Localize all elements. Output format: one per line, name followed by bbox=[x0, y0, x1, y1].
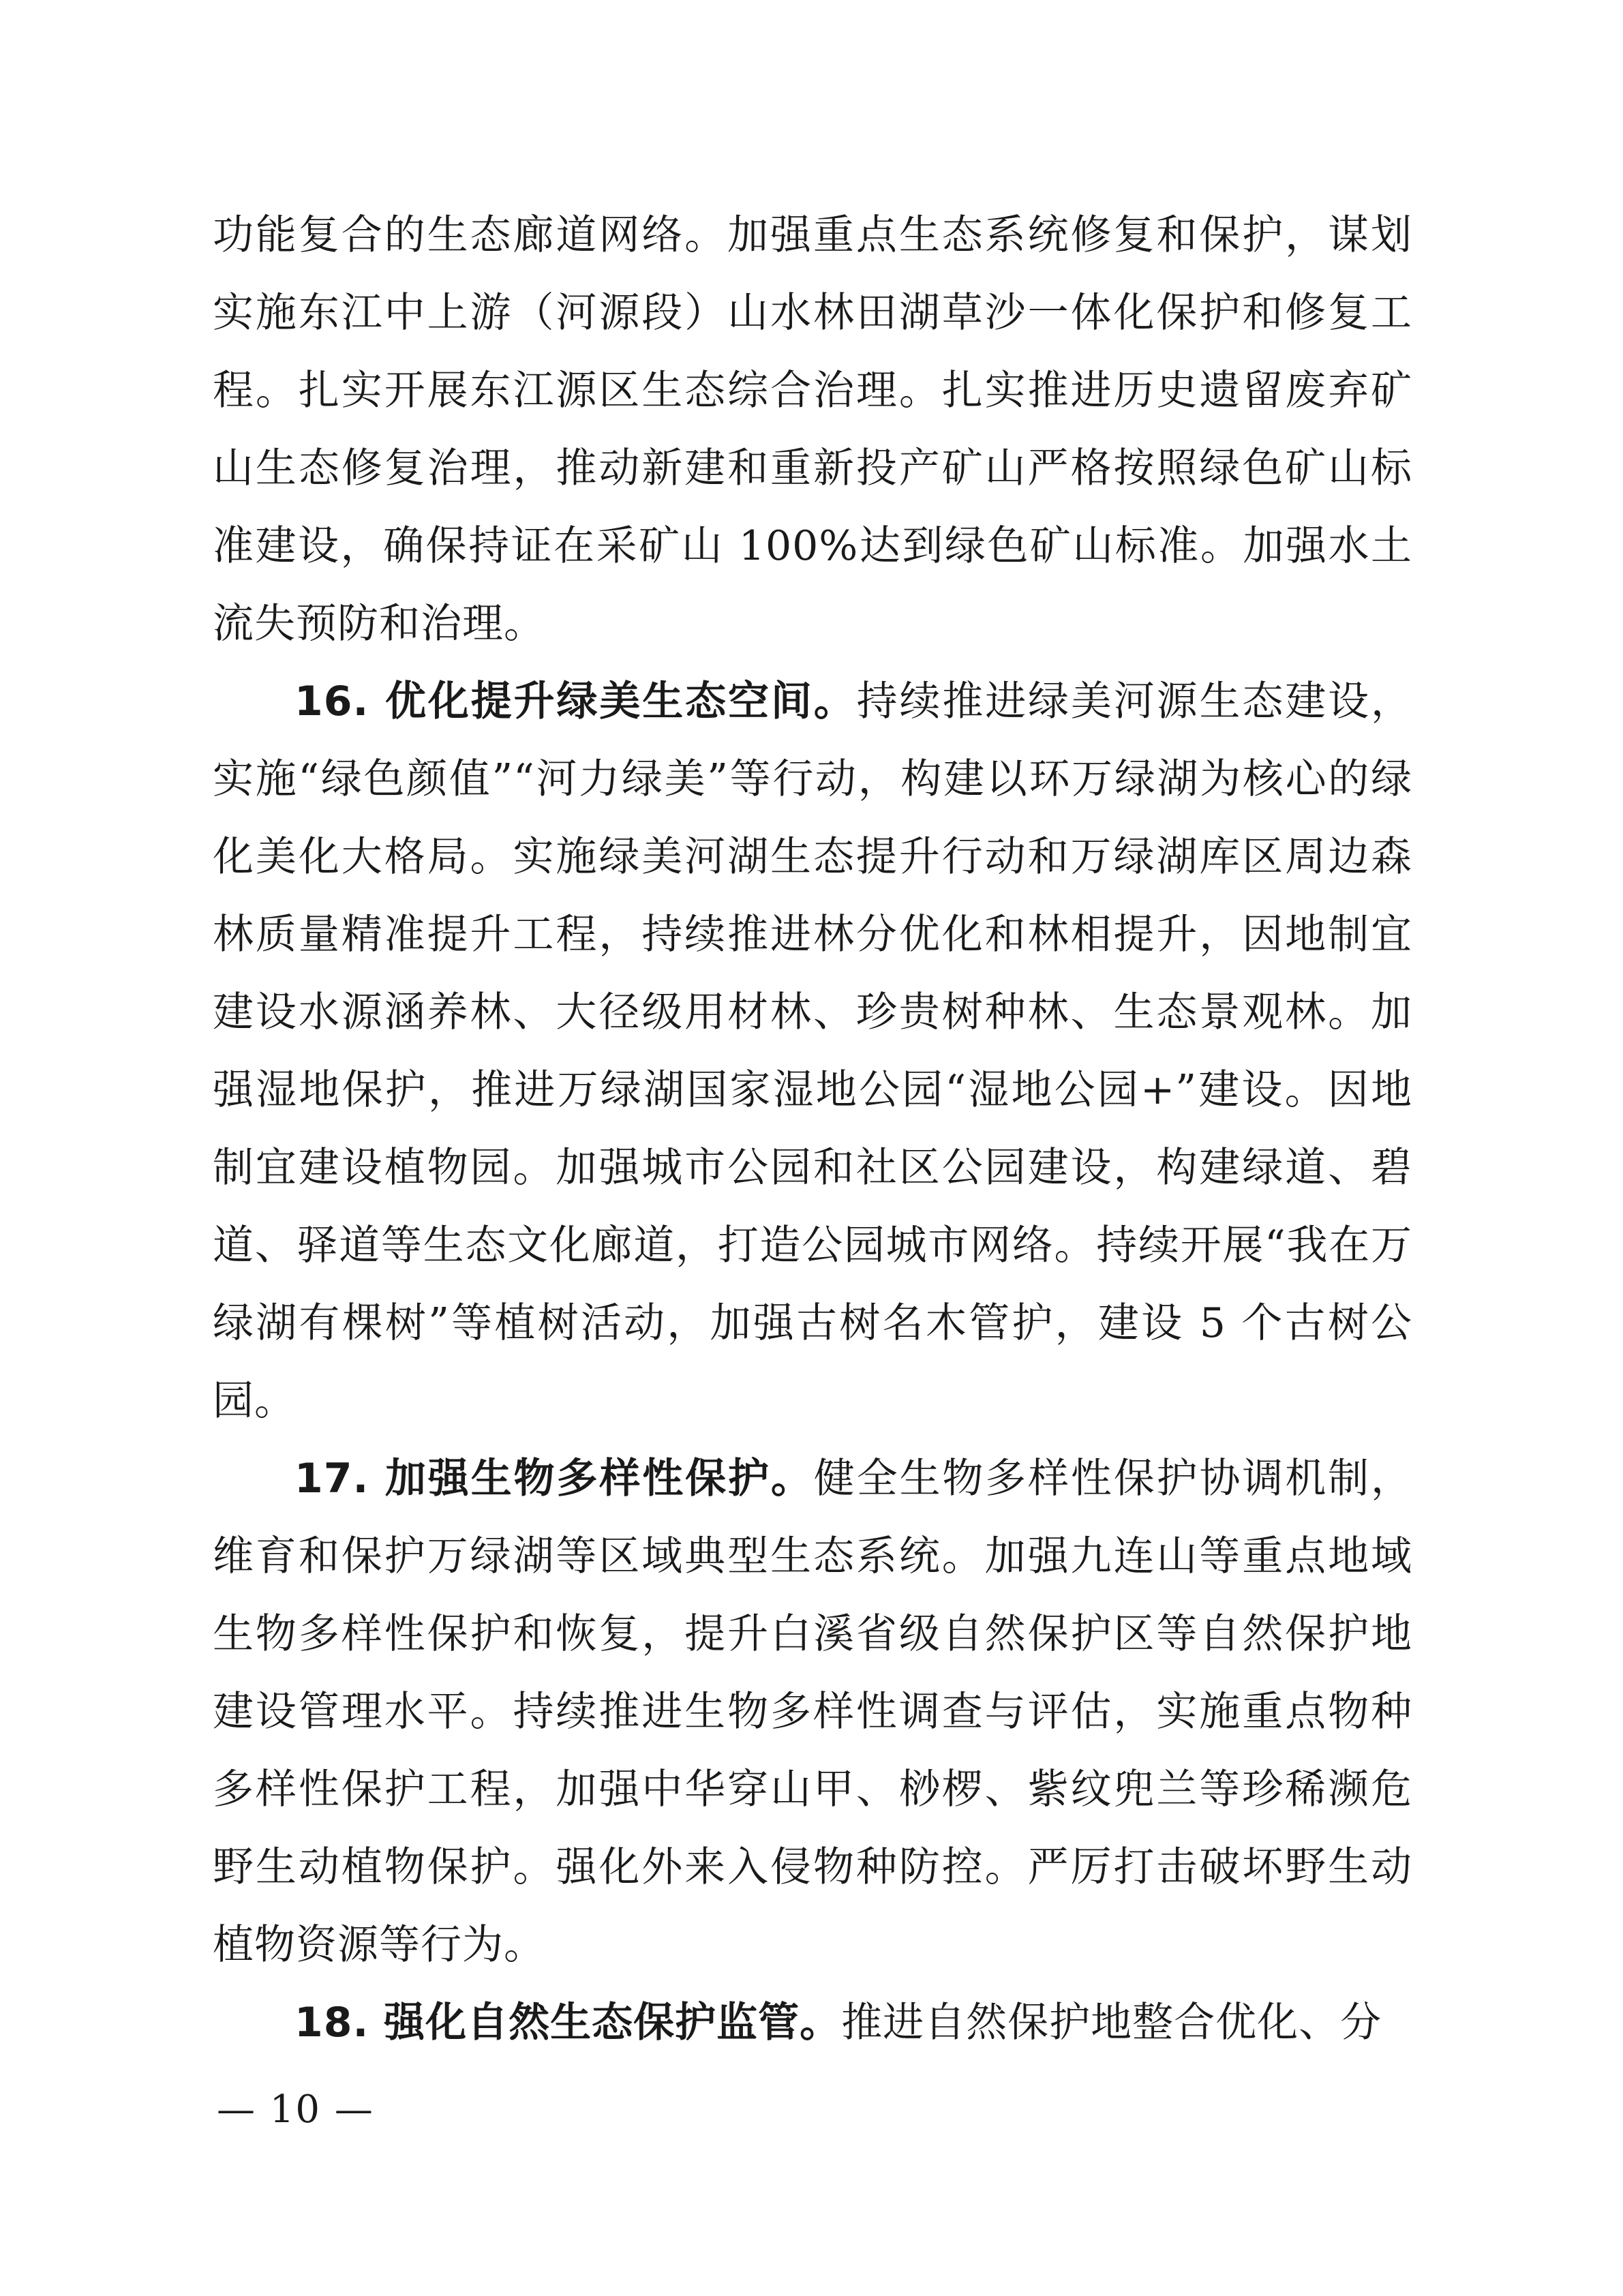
page-number: — 10 — bbox=[217, 2087, 374, 2132]
paragraph-heading: 17. 加强生物多样性保护。 bbox=[294, 1455, 814, 1502]
paragraph-16 bbox=[213, 663, 1412, 1440]
paragraph-text: 功能复合的生态廊道网络。加强重点生态系统修复和保护，谋划实施东江中上游（河源段）山水林田湖草沙一体化保护和修复工程。扎实开展东江源区生态综合治理。扎实推进历史遗留废弃矿山生态修复治理，推动新建和重新投产矿山严格按照绿色矿山标准建设，确保持证在采矿山 100%达到绿色矿山标准。加强水土流失预防和治理。 bbox=[213, 211, 1412, 648]
paragraph-text: 推进自然保护地整合优化、分 bbox=[841, 1999, 1382, 2046]
paragraph-continuation bbox=[213, 196, 1412, 663]
paragraph-17 bbox=[213, 1440, 1412, 1984]
paragraph-text: 健全生物多样性保护协调机制，维育和保护万绿湖等区域典型生态系统。加强九连山等重点地域生物多样性保护和恢复，提升白溪省级自然保护区等自然保护地建设管理水平。持续推进生物多样性调查与评估，实施重点物种多样性保护工程，加强中华穿山甲、桫椤、紫纹兜兰等珍稀濒危野生动植物保护。强化外来入侵物种防控。严厉打击破坏野生动植物资源等行为。 bbox=[213, 1455, 1412, 1969]
document-body bbox=[213, 196, 1412, 2061]
paragraph-18 bbox=[213, 1984, 1412, 2061]
paragraph-text: 持续推进绿美河源生态建设，实施“绿色颜值”“河力绿美”等行动，构建以环万绿湖为核心的绿化美化大格局。实施绿美河湖生态提升行动和万绿湖库区周边森林质量精准提升工程，持续推进林分优化和林相提升，因地制宜建设水源涵养林、大径级用材林、珍贵树种林、生态景观林。加强湿地保护，推进万绿湖国家湿地公园“湿地公园+”建设。因地制宜建设植物园。加强城市公园和社区公园建设，构建绿道、碧道、驿道等生态文化廊道，打造公园城市网络。持续开展“我在万绿湖有棵树”等植树活动，加强古树名木管护，建设 5 个古树公园。 bbox=[213, 678, 1412, 1425]
paragraph-heading: 18. 强化自然生态保护监管。 bbox=[294, 1999, 842, 2046]
paragraph-heading: 16. 优化提升绿美生态空间。 bbox=[294, 678, 857, 725]
